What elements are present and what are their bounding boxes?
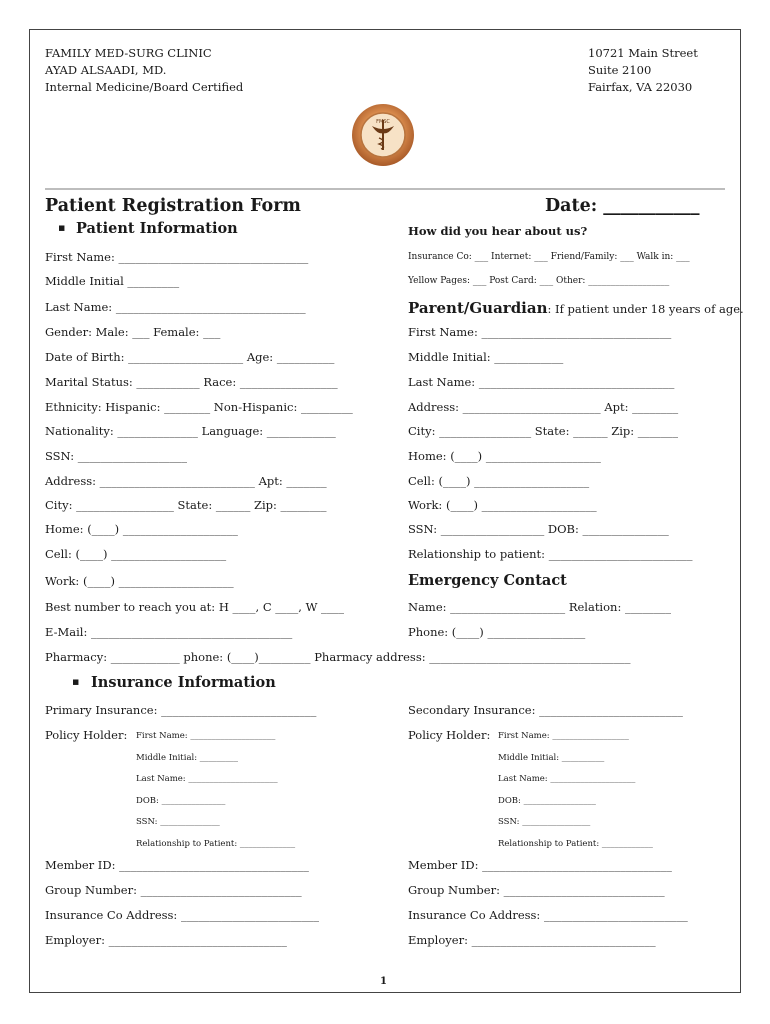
bullet-icon: ▪ xyxy=(72,675,80,688)
patient-info-heading: Patient Information xyxy=(76,220,238,237)
primary-group-number-field[interactable]: Group Number: ____________________________ xyxy=(45,883,302,897)
primary-member-id-field[interactable]: Member ID: _________________________________ xyxy=(45,858,309,872)
first-name-field[interactable]: First Name: _________________________________ xyxy=(45,250,309,264)
guardian-heading: Parent/Guardian xyxy=(408,299,548,317)
marital-race-field[interactable]: Marital Status: ___________ Race: _________________ xyxy=(45,375,338,389)
primary-employer-field[interactable]: Employer: _______________________________ xyxy=(45,933,287,947)
primary-holder-middle-initial-field[interactable]: Middle Initial: _________ xyxy=(136,753,239,763)
clinic-name: FAMILY MED-SURG CLINIC xyxy=(45,46,212,60)
guardian-address-field[interactable]: Address: ________________________ Apt: ________ xyxy=(408,400,679,414)
gender-field[interactable]: Gender: Male: ___ Female: ___ xyxy=(45,325,221,339)
doctor-name: AYAD ALSAADI, MD. xyxy=(45,63,167,77)
suite: Suite 2100 xyxy=(588,63,652,77)
secondary-co-address-field[interactable]: Insurance Co Address: _________________________ xyxy=(408,908,688,922)
emergency-phone-field[interactable]: Phone: (____) _________________ xyxy=(408,625,586,639)
work-phone-field[interactable]: Work: (____) ____________________ xyxy=(45,574,234,588)
guardian-first-name-field[interactable]: First Name: _________________________________ xyxy=(408,325,672,339)
primary-co-address-field[interactable]: Insurance Co Address: ________________________ xyxy=(45,908,319,922)
guardian-heading-row xyxy=(408,298,744,317)
clinic-address xyxy=(588,45,698,96)
guardian-middle-initial-field[interactable]: Middle Initial: ____________ xyxy=(408,350,564,364)
middle-initial-field[interactable]: Middle Initial _________ xyxy=(45,274,180,288)
address-field[interactable]: Address: ___________________________ Apt: _______ xyxy=(45,474,327,488)
primary-policy-holder-label: Policy Holder: xyxy=(45,728,128,742)
street: 10721 Main Street xyxy=(588,46,698,60)
primary-holder-relationship-field[interactable]: Relationship to Patient: _____________ xyxy=(136,839,296,849)
secondary-holder-middle-initial-field[interactable]: Middle Initial: __________ xyxy=(498,753,605,763)
primary-insurance-field[interactable]: Primary Insurance: ___________________________ xyxy=(45,703,317,717)
secondary-holder-ssn-field[interactable]: SSN: ________________ xyxy=(498,817,591,827)
secondary-group-number-field[interactable]: Group Number: ____________________________ xyxy=(408,883,665,897)
last-name-field[interactable]: Last Name: _________________________________ xyxy=(45,300,306,314)
secondary-holder-last-name-field[interactable]: Last Name: ____________________ xyxy=(498,774,636,784)
guardian-ssn-dob-field[interactable]: SSN: __________________ DOB: _______________ xyxy=(408,522,669,536)
date-field[interactable]: Date: ___________ xyxy=(545,196,700,216)
specialty: Internal Medicine/Board Certified xyxy=(45,80,244,94)
guardian-relationship-field[interactable]: Relationship to patient: _________________________ xyxy=(408,547,693,561)
bullet-icon: ▪ xyxy=(58,221,66,234)
secondary-holder-relationship-field[interactable]: Relationship to Patient: ____________ xyxy=(498,839,653,849)
dob-age-field[interactable]: Date of Birth: ____________________ Age: __________ xyxy=(45,350,335,364)
secondary-holder-first-name-field[interactable]: First Name: __________________ xyxy=(498,731,629,741)
cell-phone-field[interactable]: Cell: (____) ____________________ xyxy=(45,547,227,561)
emergency-contact-heading: Emergency Contact xyxy=(408,572,567,589)
ethnicity-field[interactable]: Ethnicity: Hispanic: ________ Non-Hispanic: _________ xyxy=(45,400,353,414)
hear-about-heading: How did you hear about us? xyxy=(408,224,588,238)
ssn-field[interactable]: SSN: ___________________ xyxy=(45,449,187,463)
hear-about-options-2[interactable]: Yellow Pages: ___ Post Card: ___ Other: __________________ xyxy=(408,276,670,286)
best-number-field[interactable]: Best number to reach you at: H ____, C ____, W ____ xyxy=(45,600,345,614)
secondary-holder-dob-field[interactable]: DOB: _________________ xyxy=(498,796,596,806)
guardian-city-field[interactable]: City: ________________ State: ______ Zip: _______ xyxy=(408,424,679,438)
primary-holder-last-name-field[interactable]: Last Name: _____________________ xyxy=(136,774,278,784)
header-divider xyxy=(45,188,725,190)
primary-holder-ssn-field[interactable]: SSN: ______________ xyxy=(136,817,220,827)
emergency-name-relation-field[interactable]: Name: ____________________ Relation: ________ xyxy=(408,600,671,614)
email-field[interactable]: E-Mail: ___________________________________ xyxy=(45,625,293,639)
secondary-employer-field[interactable]: Employer: ________________________________ xyxy=(408,933,656,947)
nationality-language-field[interactable]: Nationality: ______________ Language: ____________ xyxy=(45,424,336,438)
insurance-info-heading: Insurance Information xyxy=(91,674,276,691)
page-number: 1 xyxy=(380,976,387,987)
secondary-insurance-field[interactable]: Secondary Insurance: _________________________ xyxy=(408,703,683,717)
clinic-info xyxy=(45,45,243,96)
form-title: Patient Registration Form xyxy=(45,196,301,216)
city-state-zip: Fairfax, VA 22030 xyxy=(588,80,693,94)
secondary-member-id-field[interactable]: Member ID: _________________________________ xyxy=(408,858,672,872)
city-state-zip-field[interactable]: City: _________________ State: ______ Zip: ________ xyxy=(45,498,327,512)
guardian-note: : If patient under 18 years of age. xyxy=(547,302,744,316)
guardian-cell-phone-field[interactable]: Cell: (____) ____________________ xyxy=(408,474,590,488)
primary-holder-dob-field[interactable]: DOB: _______________ xyxy=(136,796,226,806)
logo-text: FMSC xyxy=(376,119,390,125)
pharmacy-field[interactable]: Pharmacy: ____________ phone: (____)_________ Pharmacy address: ___________________________________ xyxy=(45,650,631,664)
hear-about-options-1[interactable]: Insurance Co: ___ Internet: ___ Friend/Family: ___ Walk in: ___ xyxy=(408,252,690,262)
guardian-work-phone-field[interactable]: Work: (____) ____________________ xyxy=(408,498,597,512)
primary-holder-first-name-field[interactable]: First Name: ____________________ xyxy=(136,731,276,741)
guardian-home-phone-field[interactable]: Home: (____) ____________________ xyxy=(408,449,601,463)
home-phone-field[interactable]: Home: (____) ____________________ xyxy=(45,522,238,536)
secondary-policy-holder-label: Policy Holder: xyxy=(408,728,491,742)
guardian-last-name-field[interactable]: Last Name: __________________________________ xyxy=(408,375,675,389)
clinic-logo xyxy=(348,102,418,168)
